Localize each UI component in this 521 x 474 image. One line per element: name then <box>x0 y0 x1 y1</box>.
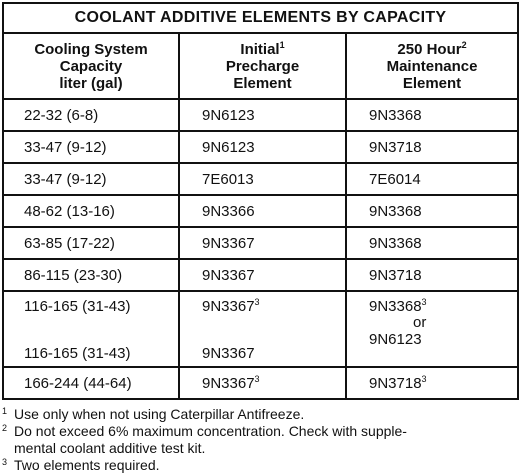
footnote-text: Do not exceed 6% maximum concentration. Check with supple- <box>14 423 407 439</box>
table-row-split <box>3 291 518 367</box>
initial-value: 9N3366 <box>202 202 255 220</box>
table-row <box>3 195 518 227</box>
maintenance-cell <box>346 195 518 227</box>
maint-value-a-mark: 3 <box>421 297 427 307</box>
initial-value: 9N3367 <box>202 374 255 392</box>
initial-value: 9N3367 <box>202 266 255 284</box>
footnote-text: Use only when not using Caterpillar Antifreeze. <box>14 406 305 422</box>
header-maint-mark: 2 <box>461 39 467 50</box>
initial-cell <box>179 163 346 195</box>
initial-cell <box>179 367 346 399</box>
initial-cell <box>179 227 346 259</box>
maintenance-cell <box>346 131 518 163</box>
maintenance-cell <box>346 367 518 399</box>
or-text: or <box>413 314 427 331</box>
initial-cell <box>179 131 346 163</box>
maintenance-cell <box>346 227 518 259</box>
capacity-cell: 86-115 (23-30) <box>3 259 179 291</box>
capacity-value-b: 116-165 (31-43) <box>24 345 131 362</box>
capacity-cell: 166-244 (44-64) <box>3 367 179 399</box>
initial-mark: 3 <box>254 373 260 384</box>
table-row <box>3 259 518 291</box>
maintenance-cell <box>346 99 518 131</box>
capacity-cell: 63-85 (17-22) <box>3 227 179 259</box>
footnote-text: Two elements required. <box>14 457 160 473</box>
initial-cell <box>179 99 346 131</box>
maintenance-value: 9N3368 <box>369 234 422 252</box>
initial-value-a: 9N3367 <box>202 298 255 315</box>
maintenance-value: 9N3718 <box>369 266 422 284</box>
capacity-value-a: 116-165 (31-43) <box>24 298 131 315</box>
capacity-cell <box>3 291 179 367</box>
header-capacity-line2: Capacity <box>59 57 123 75</box>
initial-value: 9N3367 <box>202 234 255 252</box>
table-row <box>3 227 518 259</box>
header-maintenance <box>346 33 518 99</box>
footnote-mark: 2 <box>2 423 8 433</box>
initial-value: 7E6013 <box>202 170 254 188</box>
initial-value-b: 9N3367 <box>202 345 255 362</box>
initial-value-a-mark: 3 <box>254 297 260 307</box>
initial-cell <box>179 259 346 291</box>
capacity-cell: 22-32 (6-8) <box>3 99 179 131</box>
table-row <box>3 163 518 195</box>
header-maint-line3: Element <box>402 74 462 92</box>
header-initial-line1: Initial <box>240 40 280 58</box>
table-row <box>3 99 518 131</box>
table-row <box>3 131 518 163</box>
capacity-cell: 48-62 (13-16) <box>3 195 179 227</box>
table-title: COOLANT ADDITIVE ELEMENTS BY CAPACITY <box>3 3 518 33</box>
maintenance-value: 9N3718 <box>369 374 422 392</box>
maintenance-cell <box>346 259 518 291</box>
footnotes <box>2 406 517 474</box>
initial-cell <box>179 291 346 367</box>
footnote <box>2 457 517 474</box>
coolant-table <box>2 2 519 400</box>
footnote-mark: 1 <box>2 406 8 416</box>
maintenance-value: 9N3368 <box>369 106 422 124</box>
header-initial-mark: 1 <box>279 39 285 50</box>
header-capacity <box>3 33 179 99</box>
capacity-cell: 33-47 (9-12) <box>3 131 179 163</box>
initial-cell <box>179 195 346 227</box>
maintenance-value: 9N3718 <box>369 138 422 156</box>
header-capacity-line3: liter (gal) <box>59 74 123 92</box>
footnote-mark: 3 <box>2 457 8 467</box>
initial-value: 9N6123 <box>202 138 255 156</box>
initial-value: 9N6123 <box>202 106 255 124</box>
maintenance-value: 7E6014 <box>369 170 421 188</box>
table-row <box>3 367 518 399</box>
maint-value-b: 9N6123 <box>369 331 422 348</box>
capacity-cell: 33-47 (9-12) <box>3 163 179 195</box>
header-maint-line2: Maintenance <box>386 57 478 75</box>
header-initial-line3: Element <box>233 74 292 92</box>
maintenance-cell <box>346 291 518 367</box>
header-initial-line2: Precharge <box>225 57 300 75</box>
maint-value-a: 9N3368 <box>369 298 422 315</box>
footnote-text-continued: mental coolant additive test kit. <box>14 440 206 456</box>
maint-value-a-wrap <box>369 292 517 315</box>
maintenance-value: 9N3368 <box>369 202 422 220</box>
header-capacity-line1: Cooling System <box>34 40 148 58</box>
maintenance-mark: 3 <box>421 373 427 384</box>
footnote <box>2 423 517 457</box>
header-maint-line1: 250 Hour <box>397 40 462 58</box>
initial-value-a-wrap <box>202 292 345 315</box>
maintenance-cell <box>346 163 518 195</box>
header-initial <box>179 33 346 99</box>
coolant-document <box>2 2 517 474</box>
footnote <box>2 406 517 423</box>
